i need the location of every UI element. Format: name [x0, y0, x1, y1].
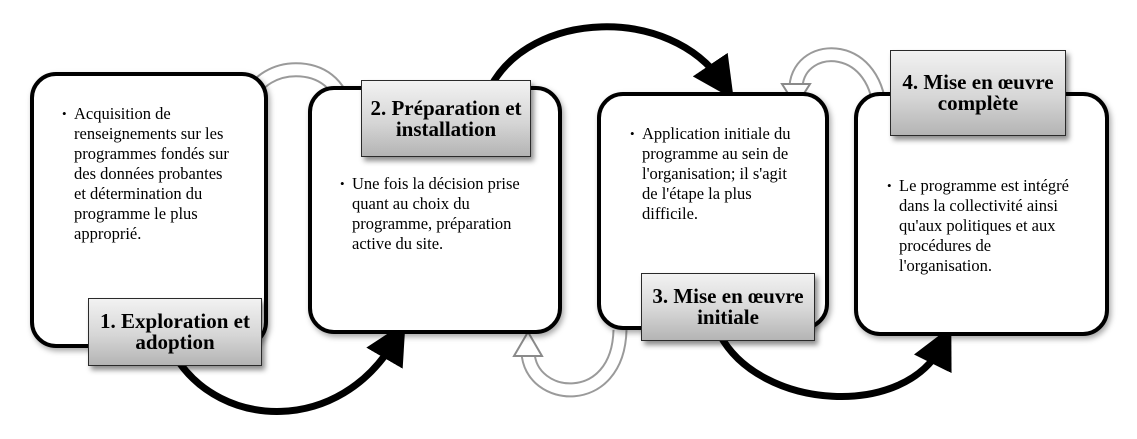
forward-arrow-3-to-4 [720, 335, 942, 396]
stage-3-title: 3. Mise en œuvre initiale [641, 273, 815, 341]
feedback-arrow-3-to-2 [514, 330, 620, 390]
stage-4-text [885, 176, 1071, 276]
stage-1-text [60, 104, 238, 244]
stage-4-title: 4. Mise en œuvre complète [890, 50, 1066, 136]
forward-arrow-2-to-3 [490, 27, 722, 88]
stage-3-text [628, 124, 798, 224]
stage-3-bullet: • Application initiale du programme au sein de l'organisation; il s'agit de l'étape la plus difficile. [642, 124, 798, 224]
stage-1-title: 1. Exploration et adoption [88, 298, 262, 366]
stage-1-bullet: • Acquisition de renseignements sur les programmes fondés sur des données probantes et détermination du programme le plus approprié. [74, 104, 238, 244]
stage-2-title: 2. Préparation et installation [361, 80, 531, 157]
stage-2-bullet: • Une fois la décision prise quant au choix du programme, préparation active du site. [352, 174, 538, 254]
stage-4-bullet: • Le programme est intégré dans la collectivité ainsi qu'aux politiques et aux procédures de l'organisation. [899, 176, 1071, 276]
stage-2-text [338, 174, 538, 254]
